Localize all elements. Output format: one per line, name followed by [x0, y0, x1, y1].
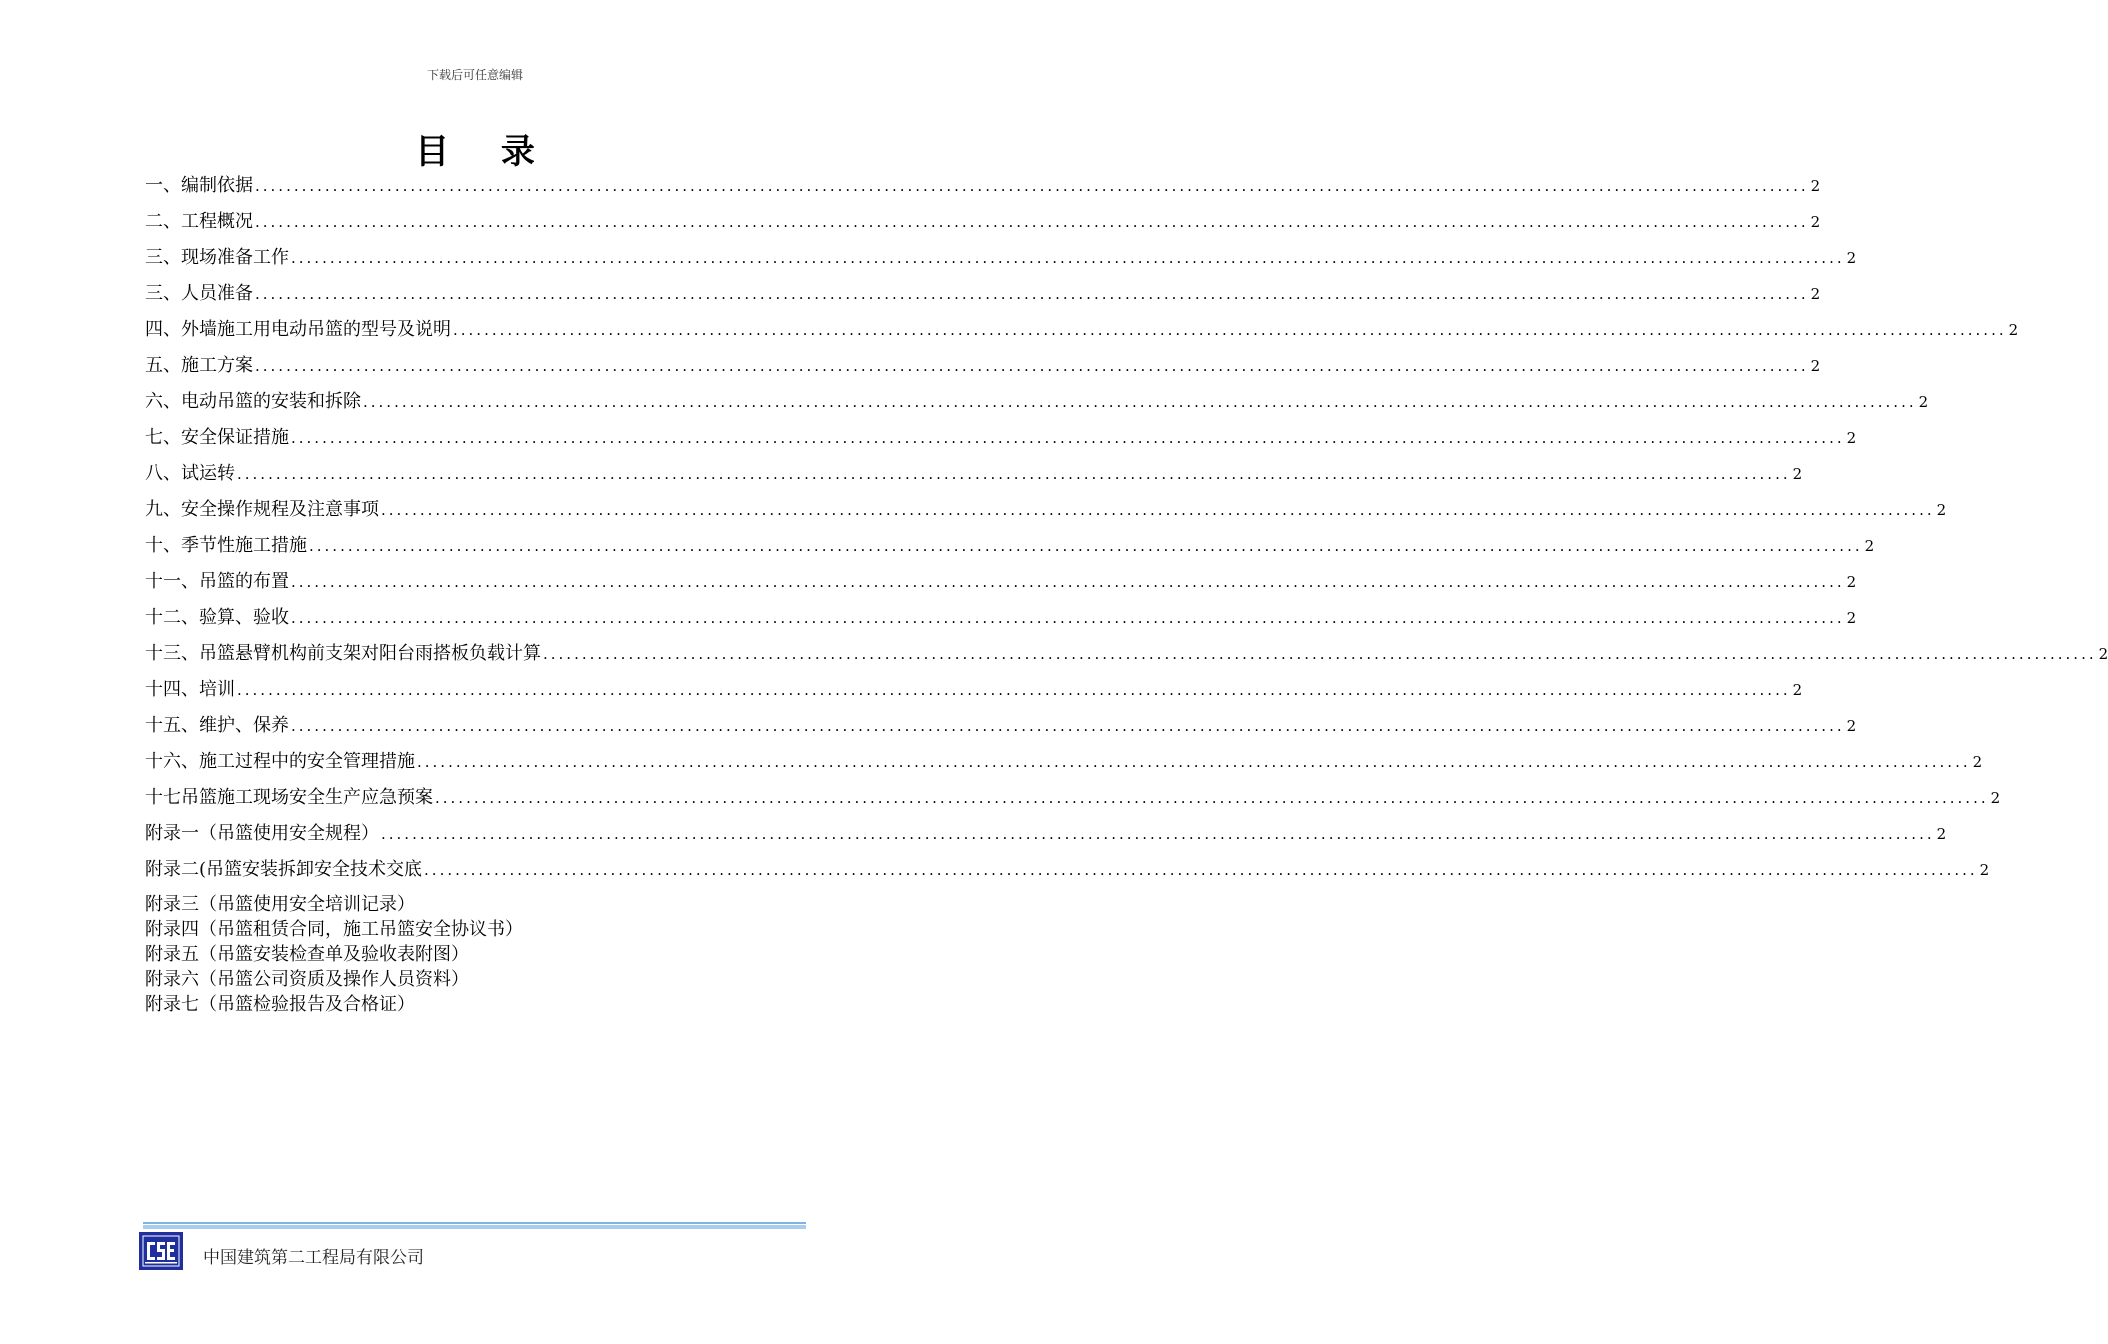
toc-page-number: 2	[2008, 321, 2019, 339]
toc-leader-dots: ........................................................................................................................................................................................................	[543, 645, 2097, 663]
toc-leader-dots: ........................................................................................................................................................................................................	[291, 573, 1845, 591]
toc-page-number: 2	[1810, 357, 1821, 375]
toc-entry[interactable]	[145, 634, 2108, 670]
toc-entry[interactable]	[145, 274, 1821, 310]
toc-leader-dots: ........................................................................................................................................................................................................	[291, 609, 1845, 627]
toc-page-number: 2	[1864, 537, 1875, 555]
toc-entry-text: 六、电动吊篮的安装和拆除	[145, 391, 361, 412]
toc-entry-text: 三、人员准备	[145, 283, 253, 304]
toc-leader-dots: ........................................................................................................................................................................................................	[381, 825, 1935, 843]
appendix-item: 附录四（吊篮租赁合同，施工吊篮安全协议书）	[145, 919, 523, 940]
toc-entry[interactable]	[145, 526, 1875, 562]
appendix-item: 附录五（吊篮安装检查单及验收表附图）	[145, 944, 469, 965]
header-note: 下载后可任意编辑	[426, 68, 523, 82]
toc-list	[145, 166, 2108, 886]
toc-page-number: 2	[1990, 789, 2001, 807]
toc-entry-text: 十五、维护、保养	[145, 715, 289, 736]
toc-entry[interactable]	[145, 598, 1857, 634]
toc-entry[interactable]	[145, 670, 1803, 706]
toc-entry-text: 四、外墙施工用电动吊篮的型号及说明	[145, 319, 451, 340]
toc-entry-text: 十六、施工过程中的安全管理措施	[145, 751, 415, 772]
toc-leader-dots: ........................................................................................................................................................................................................	[291, 717, 1845, 735]
toc-entry-text: 附录二(吊篮安装拆卸安全技术交底	[145, 859, 423, 880]
toc-entry[interactable]	[145, 742, 1983, 778]
toc-page-number: 2	[1936, 825, 1947, 843]
toc-page-number: 2	[1846, 573, 1857, 591]
toc-leader-dots: ........................................................................................................................................................................................................	[255, 213, 1809, 231]
toc-entry-text: 十四、培训	[145, 679, 235, 700]
toc-entry[interactable]	[145, 562, 1857, 598]
toc-page-number: 2	[1810, 213, 1821, 231]
appendix-item: 附录六（吊篮公司资质及操作人员资料）	[145, 969, 469, 990]
toc-entry[interactable]	[145, 346, 1821, 382]
toc-page-number: 2	[2098, 645, 2108, 663]
toc-entry[interactable]	[145, 382, 1929, 418]
toc-page-number: 2	[1846, 249, 1857, 267]
toc-entry[interactable]	[145, 238, 1857, 274]
company-logo-icon	[139, 1232, 183, 1270]
toc-page-number: 2	[1792, 681, 1803, 699]
toc-leader-dots: ........................................................................................................................................................................................................	[417, 753, 1971, 771]
toc-entry[interactable]	[145, 166, 1821, 202]
toc-entry[interactable]	[145, 490, 1947, 526]
toc-leader-dots: ........................................................................................................................................................................................................	[363, 393, 1917, 411]
toc-leader-dots: ........................................................................................................................................................................................................	[237, 681, 1791, 699]
toc-page-number: 2	[1936, 501, 1947, 519]
toc-leader-dots: ........................................................................................................................................................................................................	[291, 429, 1845, 447]
toc-leader-dots: ........................................................................................................................................................................................................	[255, 285, 1809, 303]
toc-entry-text: 十一、吊篮的布置	[145, 571, 289, 592]
toc-leader-dots: ........................................................................................................................................................................................................	[381, 501, 1935, 519]
toc-page-number: 2	[1846, 609, 1857, 627]
toc-leader-dots: ........................................................................................................................................................................................................	[255, 357, 1809, 375]
toc-entry[interactable]	[145, 706, 1857, 742]
toc-page-number: 2	[1792, 465, 1803, 483]
toc-leader-dots: ........................................................................................................................................................................................................	[255, 177, 1809, 195]
toc-page-number: 2	[1846, 429, 1857, 447]
toc-entry-text: 二、工程概况	[145, 211, 253, 232]
toc-leader-dots: ........................................................................................................................................................................................................	[435, 789, 1989, 807]
toc-entry-text: 十三、吊篮悬臂机构前支架对阳台雨搭板负载计算	[145, 643, 541, 664]
page-title: 目 录	[415, 132, 555, 172]
toc-entry-text: 九、安全操作规程及注意事项	[145, 499, 379, 520]
footer-rule	[143, 1222, 806, 1224]
appendix-item: 附录三（吊篮使用安全培训记录）	[145, 894, 415, 915]
toc-entry[interactable]	[145, 850, 1990, 886]
toc-entry[interactable]	[145, 202, 1821, 238]
toc-leader-dots: ........................................................................................................................................................................................................	[453, 321, 2007, 339]
toc-leader-dots: ........................................................................................................................................................................................................	[291, 249, 1845, 267]
toc-entry-text: 八、试运转	[145, 463, 235, 484]
toc-page-number: 2	[1846, 717, 1857, 735]
appendix-list	[145, 892, 857, 1017]
toc-leader-dots: ........................................................................................................................................................................................................	[424, 861, 1978, 879]
toc-entry-text: 三、现场准备工作	[145, 247, 289, 268]
toc-page-number: 2	[1810, 177, 1821, 195]
toc-entry-text: 五、施工方案	[145, 355, 253, 376]
toc-page-number: 2	[1979, 861, 1990, 879]
toc-page-number: 2	[1810, 285, 1821, 303]
toc-entry-text: 十七吊篮施工现场安全生产应急预案	[145, 787, 433, 808]
toc-page-number: 2	[1918, 393, 1929, 411]
footer-rule-accent	[143, 1225, 806, 1229]
toc-entry-text: 七、安全保证措施	[145, 427, 289, 448]
toc-entry-text: 十、季节性施工措施	[145, 535, 307, 556]
toc-entry-text: 附录一（吊篮使用安全规程）	[145, 823, 379, 844]
toc-leader-dots: ........................................................................................................................................................................................................	[309, 537, 1863, 555]
toc-entry-text: 一、编制依据	[145, 175, 253, 196]
appendix-item: 附录七（吊篮检验报告及合格证）	[145, 994, 415, 1015]
toc-entry[interactable]	[145, 454, 1803, 490]
toc-leader-dots: ........................................................................................................................................................................................................	[237, 465, 1791, 483]
toc-page-number: 2	[1972, 753, 1983, 771]
toc-entry[interactable]	[145, 814, 1947, 850]
toc-entry[interactable]	[145, 418, 1857, 454]
toc-entry[interactable]	[145, 310, 2019, 346]
toc-entry[interactable]	[145, 778, 2001, 814]
toc-entry-text: 十二、验算、验收	[145, 607, 289, 628]
company-name: 中国建筑第二工程局有限公司	[203, 1248, 424, 1268]
